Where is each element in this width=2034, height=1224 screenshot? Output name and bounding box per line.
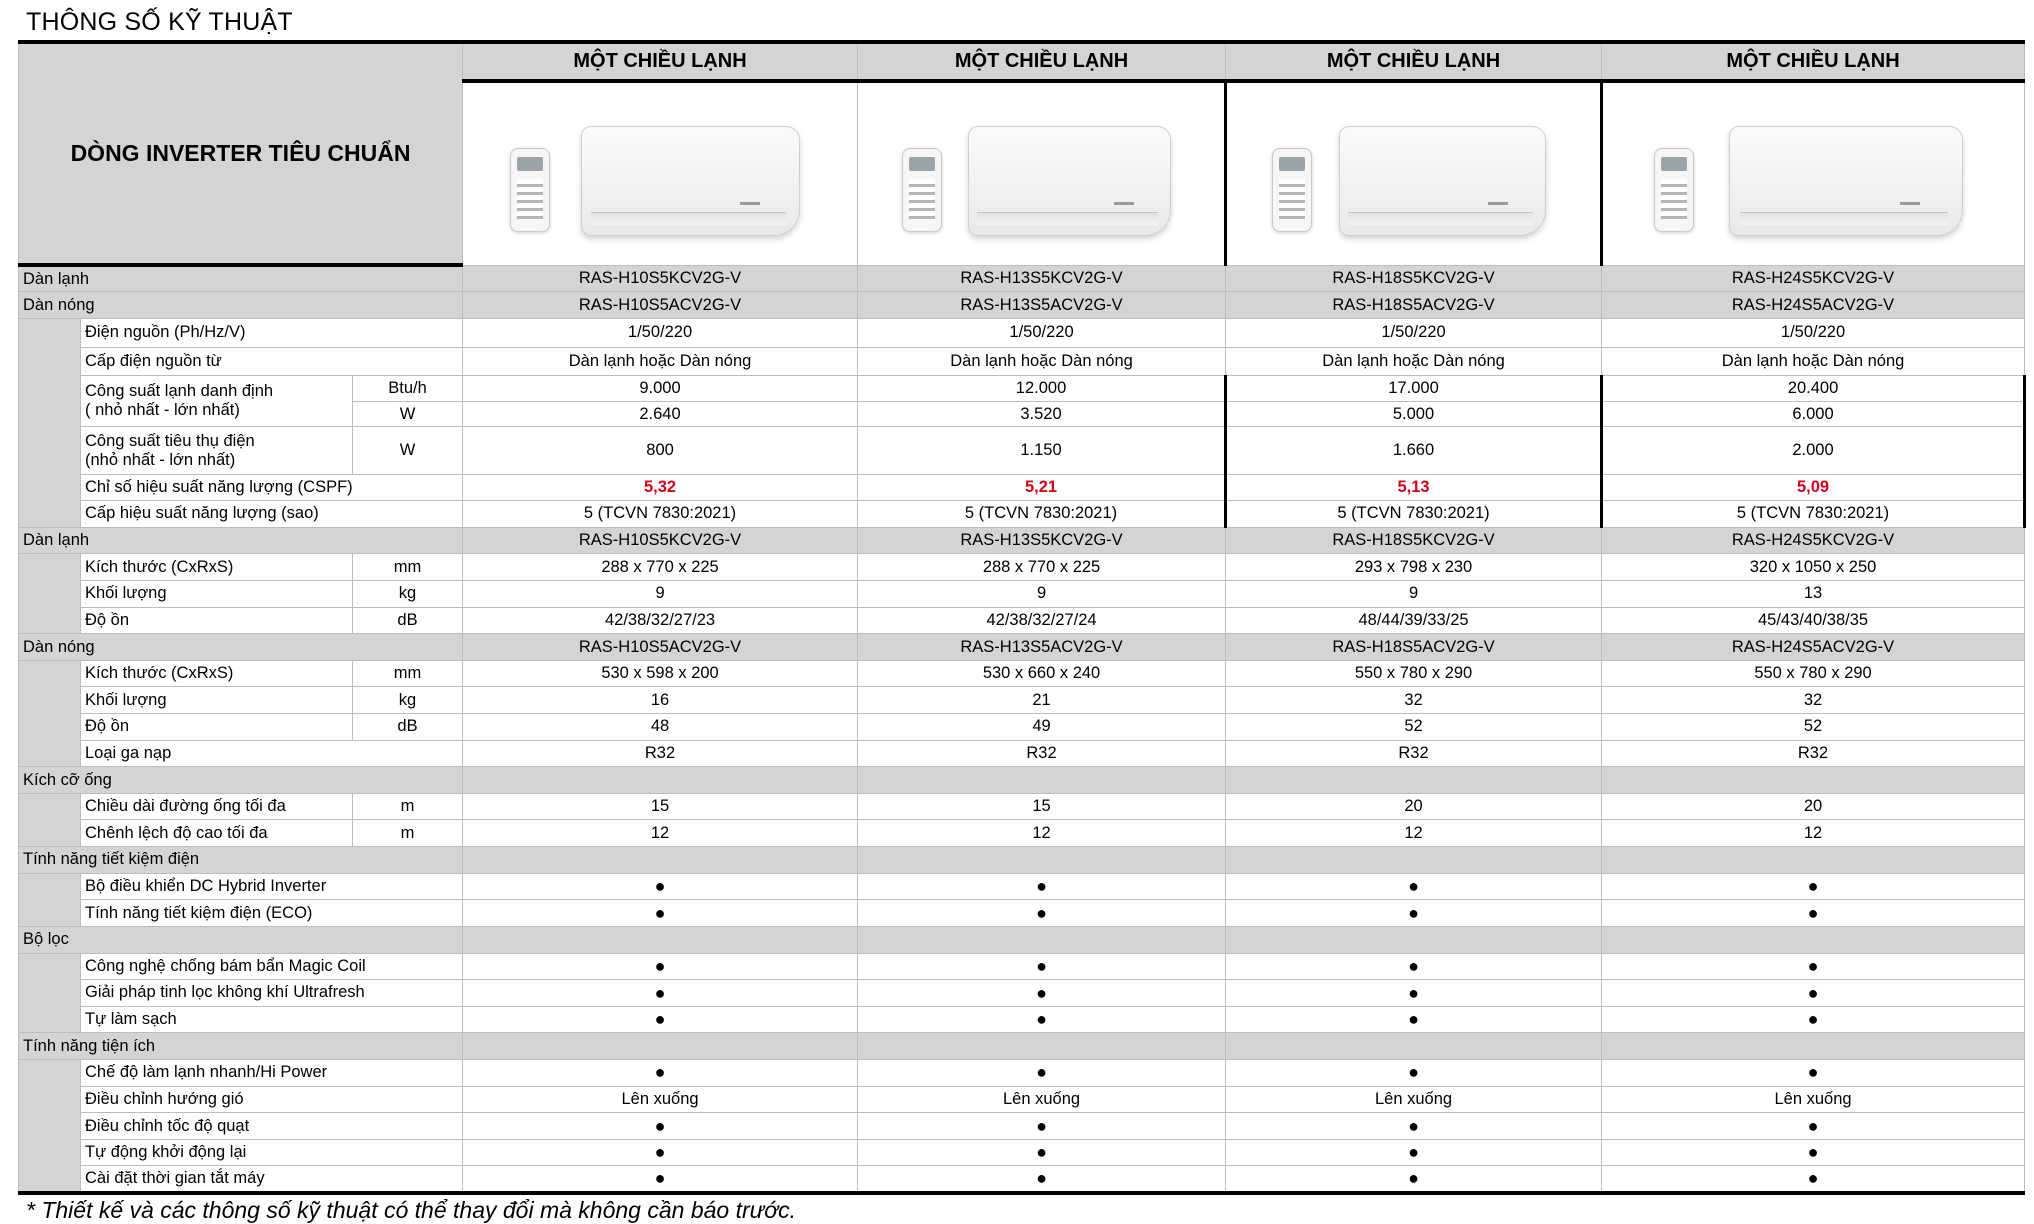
row-dc-hybrid — [19, 873, 2025, 900]
product-image-4 — [1602, 81, 2025, 265]
outdoor-noise-3: 52 — [1226, 714, 1602, 741]
row-height-diff — [19, 820, 2025, 847]
outdoor-noise-2: 49 — [858, 714, 1226, 741]
row-indoor-model — [19, 265, 2025, 292]
unit-btu: Btu/h — [353, 376, 463, 402]
indoor-weight-2: 9 — [858, 581, 1226, 608]
label-ultrafresh: Giải pháp tinh lọc không khí Ultrafresh — [81, 980, 463, 1007]
group-spacer — [19, 660, 81, 766]
label-height-diff: Chênh lệch độ cao tối đa — [81, 820, 353, 847]
unit-kg: kg — [353, 581, 463, 608]
outdoor-model-4: RAS-H24S5ACV2G-V — [1602, 292, 2025, 319]
air-conditioner-icon — [1339, 126, 1546, 236]
page-title: THÔNG SỐ KỸ THUẬT — [26, 8, 293, 36]
row-ultrafresh — [19, 980, 2025, 1007]
cspf-1: 5,32 — [463, 474, 858, 501]
magic-coil-mark-1: ● — [463, 953, 858, 980]
group-spacer — [19, 554, 81, 634]
section-outdoor-unit: Dàn nóng — [19, 634, 463, 661]
refrigerant-1: R32 — [463, 740, 858, 767]
label-consumption-line-2: (nhỏ nhất - lớn nhất) — [85, 450, 236, 469]
refrigerant-4: R32 — [1602, 740, 2025, 767]
label-consumption-line-1: Công suất tiêu thụ điện — [85, 431, 255, 450]
label-refrigerant: Loại ga nạp — [81, 740, 463, 767]
indoor-section-model-1: RAS-H10S5KCV2G-V — [463, 527, 858, 554]
mode-header-row — [19, 42, 2025, 81]
eco-mark-4: ● — [1602, 900, 2025, 927]
outdoor-weight-1: 16 — [463, 687, 858, 714]
hi-power-mark-1: ● — [463, 1059, 858, 1086]
row-fan-speed — [19, 1113, 2025, 1140]
row-outdoor-noise — [19, 714, 2025, 741]
unit-m: m — [353, 820, 463, 847]
dc-hybrid-mark-1: ● — [463, 873, 858, 900]
height-diff-3: 12 — [1226, 820, 1602, 847]
indoor-section-model-3: RAS-H18S5KCV2G-V — [1226, 527, 1602, 554]
eco-mark-3: ● — [1226, 900, 1602, 927]
label-dc-hybrid: Bộ điều khiển DC Hybrid Inverter — [81, 873, 463, 900]
outdoor-noise-1: 48 — [463, 714, 858, 741]
indoor-section-model-4: RAS-H24S5KCV2G-V — [1602, 527, 2025, 554]
section-filter: Bộ lọc — [19, 926, 463, 953]
row-self-clean — [19, 1006, 2025, 1033]
indoor-dim-3: 293 x 798 x 230 — [1226, 554, 1602, 581]
row-hi-power — [19, 1059, 2025, 1086]
indoor-section-model-2: RAS-H13S5KCV2G-V — [858, 527, 1226, 554]
cspf-3: 5,13 — [1226, 474, 1602, 501]
eco-mark-1: ● — [463, 900, 858, 927]
power-2: 1/50/220 — [858, 318, 1226, 347]
label-fan-speed: Điều chỉnh tốc độ quạt — [81, 1113, 463, 1140]
outdoor-noise-4: 52 — [1602, 714, 2025, 741]
row-capacity-btu — [19, 376, 2025, 402]
swing-1: Lên xuống — [463, 1086, 858, 1113]
pipe-length-3: 20 — [1226, 793, 1602, 820]
swing-4: Lên xuống — [1602, 1086, 2025, 1113]
indoor-dim-1: 288 x 770 x 225 — [463, 554, 858, 581]
consumption-4: 2.000 — [1602, 427, 2025, 474]
refrigerant-3: R32 — [1226, 740, 1602, 767]
power-4: 1/50/220 — [1602, 318, 2025, 347]
capacity-w-4: 6.000 — [1602, 401, 2025, 427]
outdoor-model-1: RAS-H10S5ACV2G-V — [463, 292, 858, 319]
pipe-length-1: 15 — [463, 793, 858, 820]
pipe-length-4: 20 — [1602, 793, 2025, 820]
self-clean-mark-1: ● — [463, 1006, 858, 1033]
outdoor-model-2: RAS-H13S5ACV2G-V — [858, 292, 1226, 319]
off-timer-mark-2: ● — [858, 1166, 1226, 1193]
cspf-2: 5,21 — [858, 474, 1226, 501]
label-indoor-dimensions: Kích thước (CxRxS) — [81, 554, 353, 581]
unit-mm: mm — [353, 660, 463, 687]
outdoor-dim-1: 530 x 598 x 200 — [463, 660, 858, 687]
label-off-timer: Cài đặt thời gian tắt máy — [81, 1166, 463, 1193]
off-timer-mark-3: ● — [1226, 1166, 1602, 1193]
label-power: Điện nguồn (Ph/Hz/V) — [81, 318, 463, 347]
indoor-dim-2: 288 x 770 x 225 — [858, 554, 1226, 581]
magic-coil-mark-2: ● — [858, 953, 1226, 980]
label-indoor-unit: Dàn lạnh — [19, 265, 463, 292]
refrigerant-2: R32 — [858, 740, 1226, 767]
row-indoor-dimensions — [19, 554, 2025, 581]
off-timer-mark-4: ● — [1602, 1166, 2025, 1193]
magic-coil-mark-4: ● — [1602, 953, 2025, 980]
outdoor-weight-3: 32 — [1226, 687, 1602, 714]
dc-hybrid-mark-4: ● — [1602, 873, 2025, 900]
label-pipe-length: Chiều dài đường ống tối đa — [81, 793, 353, 820]
eco-mark-2: ● — [858, 900, 1226, 927]
remote-control-icon — [1654, 148, 1694, 232]
row-off-timer — [19, 1166, 2025, 1193]
outdoor-dim-2: 530 x 660 x 240 — [858, 660, 1226, 687]
ultrafresh-mark-4: ● — [1602, 980, 2025, 1007]
label-swing: Điều chỉnh hướng gió — [81, 1086, 463, 1113]
unit-mm: mm — [353, 554, 463, 581]
auto-restart-mark-3: ● — [1226, 1139, 1602, 1166]
consumption-3: 1.660 — [1226, 427, 1602, 474]
outdoor-section-model-3: RAS-H18S5ACV2G-V — [1226, 634, 1602, 661]
indoor-weight-1: 9 — [463, 581, 858, 608]
hi-power-mark-2: ● — [858, 1059, 1226, 1086]
group-spacer — [19, 793, 81, 846]
group-spacer — [19, 953, 81, 1033]
indoor-dim-4: 320 x 1050 x 250 — [1602, 554, 2025, 581]
section-convenience: Tính năng tiện ích — [19, 1033, 463, 1060]
label-consumption — [81, 427, 353, 474]
outdoor-weight-4: 32 — [1602, 687, 2025, 714]
auto-restart-mark-2: ● — [858, 1139, 1226, 1166]
indoor-model-1: RAS-H10S5KCV2G-V — [463, 265, 858, 292]
fan-speed-mark-1: ● — [463, 1113, 858, 1140]
label-self-clean: Tự làm sạch — [81, 1006, 463, 1033]
row-outdoor-weight — [19, 687, 2025, 714]
ultrafresh-mark-2: ● — [858, 980, 1226, 1007]
magic-coil-mark-3: ● — [1226, 953, 1602, 980]
indoor-noise-3: 48/44/39/33/25 — [1226, 607, 1602, 634]
dc-hybrid-mark-3: ● — [1226, 873, 1602, 900]
indoor-noise-1: 42/38/32/27/23 — [463, 607, 858, 634]
outdoor-section-model-1: RAS-H10S5ACV2G-V — [463, 634, 858, 661]
power-feed-2: Dàn lạnh hoặc Dàn nóng — [858, 347, 1226, 376]
capacity-btu-3: 17.000 — [1226, 376, 1602, 402]
spec-table — [18, 40, 2026, 1195]
row-swing — [19, 1086, 2025, 1113]
label-capacity — [81, 376, 353, 427]
row-pipe-length — [19, 793, 2025, 820]
row-energy-saving-section — [19, 847, 2025, 874]
mode-label-1: MỘT CHIỀU LẠNH — [463, 42, 858, 81]
label-indoor-weight: Khối lượng — [81, 581, 353, 608]
power-feed-1: Dàn lạnh hoặc Dàn nóng — [463, 347, 858, 376]
indoor-noise-4: 45/43/40/38/35 — [1602, 607, 2025, 634]
swing-2: Lên xuống — [858, 1086, 1226, 1113]
power-feed-3: Dàn lạnh hoặc Dàn nóng — [1226, 347, 1602, 376]
energy-rating-3: 5 (TCVN 7830:2021) — [1226, 501, 1602, 528]
indoor-model-4: RAS-H24S5KCV2G-V — [1602, 265, 2025, 292]
dc-hybrid-mark-2: ● — [858, 873, 1226, 900]
outdoor-dim-3: 550 x 780 x 290 — [1226, 660, 1602, 687]
row-outdoor-section — [19, 634, 2025, 661]
label-magic-coil: Công nghệ chống bám bẩn Magic Coil — [81, 953, 463, 980]
indoor-model-3: RAS-H18S5KCV2G-V — [1226, 265, 1602, 292]
group-spacer — [19, 318, 81, 527]
indoor-weight-4: 13 — [1602, 581, 2025, 608]
label-outdoor-unit: Dàn nóng — [19, 292, 463, 319]
outdoor-weight-2: 21 — [858, 687, 1226, 714]
fan-speed-mark-3: ● — [1226, 1113, 1602, 1140]
group-spacer — [19, 873, 81, 926]
label-hi-power: Chế độ làm lạnh nhanh/Hi Power — [81, 1059, 463, 1086]
row-auto-restart — [19, 1139, 2025, 1166]
remote-control-icon — [510, 148, 550, 232]
row-indoor-section — [19, 527, 2025, 554]
outdoor-section-model-4: RAS-H24S5ACV2G-V — [1602, 634, 2025, 661]
capacity-btu-2: 12.000 — [858, 376, 1226, 402]
row-indoor-weight — [19, 581, 2025, 608]
swing-3: Lên xuống — [1226, 1086, 1602, 1113]
row-refrigerant — [19, 740, 2025, 767]
cspf-4: 5,09 — [1602, 474, 2025, 501]
unit-kg: kg — [353, 687, 463, 714]
capacity-w-1: 2.640 — [463, 401, 858, 427]
auto-restart-mark-1: ● — [463, 1139, 858, 1166]
label-power-feed: Cấp điện nguồn từ — [81, 347, 463, 376]
label-capacity-line-1: Công suất lạnh danh định — [85, 382, 274, 401]
label-outdoor-noise: Độ ồn — [81, 714, 353, 741]
self-clean-mark-2: ● — [858, 1006, 1226, 1033]
row-power — [19, 318, 2025, 347]
unit-w-consumption: W — [353, 427, 463, 474]
indoor-model-2: RAS-H13S5KCV2G-V — [858, 265, 1226, 292]
indoor-noise-2: 42/38/32/27/24 — [858, 607, 1226, 634]
outdoor-dim-4: 550 x 780 x 290 — [1602, 660, 2025, 687]
fan-speed-mark-4: ● — [1602, 1113, 2025, 1140]
fan-speed-mark-2: ● — [858, 1113, 1226, 1140]
unit-db: dB — [353, 607, 463, 634]
outdoor-model-3: RAS-H18S5ACV2G-V — [1226, 292, 1602, 319]
row-cspf — [19, 474, 2025, 501]
row-consumption — [19, 427, 2025, 474]
energy-rating-4: 5 (TCVN 7830:2021) — [1602, 501, 2025, 528]
ultrafresh-mark-3: ● — [1226, 980, 1602, 1007]
label-capacity-line-2: ( nhỏ nhất - lớn nhất) — [85, 401, 240, 420]
mode-label-3: MỘT CHIỀU LẠNH — [1226, 42, 1602, 81]
series-name: DÒNG INVERTER TIÊU CHUẨN — [19, 42, 463, 265]
product-image-2 — [858, 81, 1226, 265]
label-auto-restart: Tự động khởi động lại — [81, 1139, 463, 1166]
unit-m: m — [353, 793, 463, 820]
power-1: 1/50/220 — [463, 318, 858, 347]
mode-label-2: MỘT CHIỀU LẠNH — [858, 42, 1226, 81]
height-diff-4: 12 — [1602, 820, 2025, 847]
row-indoor-noise — [19, 607, 2025, 634]
row-outdoor-model — [19, 292, 2025, 319]
label-eco: Tính năng tiết kiệm điện (ECO) — [81, 900, 463, 927]
hi-power-mark-4: ● — [1602, 1059, 2025, 1086]
indoor-weight-3: 9 — [1226, 581, 1602, 608]
power-3: 1/50/220 — [1226, 318, 1602, 347]
capacity-btu-4: 20.400 — [1602, 376, 2025, 402]
consumption-1: 800 — [463, 427, 858, 474]
unit-db: dB — [353, 714, 463, 741]
label-energy-rating: Cấp hiệu suất năng lượng (sao) — [81, 501, 463, 528]
product-image-3 — [1226, 81, 1602, 265]
height-diff-2: 12 — [858, 820, 1226, 847]
self-clean-mark-4: ● — [1602, 1006, 2025, 1033]
ultrafresh-mark-1: ● — [463, 980, 858, 1007]
section-indoor-unit: Dàn lạnh — [19, 527, 463, 554]
row-filter-section — [19, 926, 2025, 953]
label-outdoor-weight: Khối lượng — [81, 687, 353, 714]
power-feed-4: Dàn lạnh hoặc Dàn nóng — [1602, 347, 2025, 376]
row-energy-rating — [19, 501, 2025, 528]
footnote: * Thiết kế và các thông số kỹ thuật có thể thay đổi mà không cần báo trước. — [26, 1197, 797, 1223]
mode-label-4: MỘT CHIỀU LẠNH — [1602, 42, 2025, 81]
outdoor-section-model-2: RAS-H13S5ACV2G-V — [858, 634, 1226, 661]
energy-rating-1: 5 (TCVN 7830:2021) — [463, 501, 858, 528]
unit-w-capacity: W — [353, 401, 463, 427]
height-diff-1: 12 — [463, 820, 858, 847]
section-energy-saving: Tính năng tiết kiệm điện — [19, 847, 463, 874]
row-outdoor-dimensions — [19, 660, 2025, 687]
row-power-feed — [19, 347, 2025, 376]
section-pipe-size: Kích cỡ ống — [19, 767, 463, 794]
label-cspf: Chỉ số hiệu suất năng lượng (CSPF) — [81, 474, 463, 501]
air-conditioner-icon — [968, 126, 1171, 236]
air-conditioner-icon — [581, 126, 800, 236]
off-timer-mark-1: ● — [463, 1166, 858, 1193]
energy-rating-2: 5 (TCVN 7830:2021) — [858, 501, 1226, 528]
pipe-length-2: 15 — [858, 793, 1226, 820]
label-outdoor-dimensions: Kích thước (CxRxS) — [81, 660, 353, 687]
self-clean-mark-3: ● — [1226, 1006, 1602, 1033]
row-convenience-section — [19, 1033, 2025, 1060]
remote-control-icon — [902, 148, 942, 232]
capacity-btu-1: 9.000 — [463, 376, 858, 402]
row-pipe-size-section — [19, 767, 2025, 794]
auto-restart-mark-4: ● — [1602, 1139, 2025, 1166]
hi-power-mark-3: ● — [1226, 1059, 1602, 1086]
group-spacer — [19, 1059, 81, 1193]
label-indoor-noise: Độ ồn — [81, 607, 353, 634]
product-image-1 — [463, 81, 858, 265]
row-magic-coil — [19, 953, 2025, 980]
capacity-w-2: 3.520 — [858, 401, 1226, 427]
capacity-w-3: 5.000 — [1226, 401, 1602, 427]
remote-control-icon — [1272, 148, 1312, 232]
consumption-2: 1.150 — [858, 427, 1226, 474]
row-eco — [19, 900, 2025, 927]
air-conditioner-icon — [1729, 126, 1963, 236]
